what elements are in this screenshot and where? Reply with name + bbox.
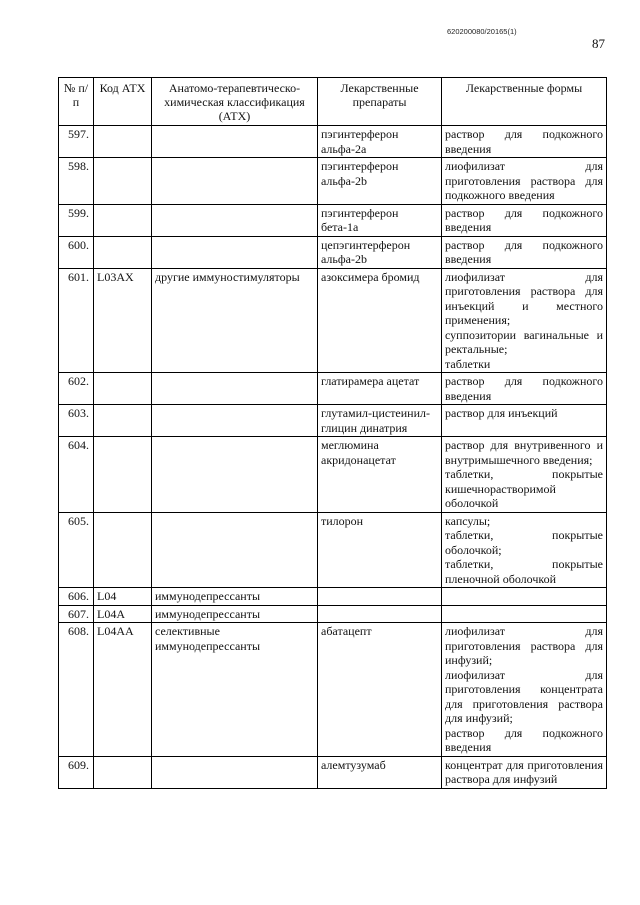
table-row (59, 373, 607, 405)
row-number (59, 204, 94, 236)
table-row (59, 605, 607, 623)
row-number-line: 605. (68, 513, 89, 528)
dosage-form (442, 126, 607, 158)
dosage-form (442, 756, 607, 788)
page-number: 87 (592, 36, 605, 51)
drug-name-line: пэгинтерферон альфа-2а (321, 127, 399, 156)
table-row (59, 126, 607, 158)
drug-name (318, 158, 442, 205)
dosage-form-line: капсулы; (445, 513, 491, 528)
table-row (59, 512, 607, 588)
atc-code (94, 126, 152, 158)
table-row (59, 623, 607, 757)
dosage-form-line: лиофилизат для приготовления концентрата для приготовления раствора для инфузий; (445, 667, 603, 725)
drug-name (318, 512, 442, 588)
dosage-form (442, 405, 607, 437)
table-row (59, 236, 607, 268)
drug-name-line: меглюмина акридонацетат (321, 438, 396, 467)
atc-classification (152, 373, 318, 405)
atc-code (94, 373, 152, 405)
dosage-form-line: лиофилизат для приготовления раствора для подкожного введения (445, 159, 603, 202)
atc-code-line: L03AX (97, 269, 134, 284)
drug-name-line: цепэгинтерферон альфа-2b (321, 237, 411, 266)
drug-name-line: пэгинтерферон альфа-2b (321, 159, 399, 188)
dosage-form-line: лиофилизат для приготовления раствора для инфузий; (445, 624, 603, 667)
atc-classification-line: иммунодепрессанты (155, 589, 261, 603)
dosage-form-line: раствор для подкожного введения (445, 127, 603, 156)
row-number-line: 597. (68, 127, 89, 141)
document-code: 620200080/20165(1) (447, 27, 517, 36)
atc-code (94, 512, 152, 588)
row-number (59, 236, 94, 268)
row-number-line: 607. (68, 606, 89, 621)
column-header-drugs: Лекарственные препараты (318, 78, 442, 126)
atc-classification (152, 204, 318, 236)
atc-code-line: L04 (97, 589, 117, 603)
row-number (59, 405, 94, 437)
atc-code-line: L04A (97, 606, 125, 621)
atc-code (94, 623, 152, 757)
table-row (59, 588, 607, 606)
atc-classification (152, 512, 318, 588)
atc-code-line: L04AA (97, 624, 134, 638)
drug-name-line: абатацепт (321, 624, 372, 638)
row-number (59, 373, 94, 405)
dosage-form-line: таблетки, покрытые пленочной оболочкой (445, 557, 603, 586)
atc-classification (152, 236, 318, 268)
atc-classification (152, 405, 318, 437)
dosage-form-line: раствор для инъекций (445, 406, 558, 420)
atc-classification (152, 756, 318, 788)
table-row (59, 756, 607, 788)
dosage-form-line: раствор для подкожного введения (445, 725, 603, 754)
dosage-form (442, 605, 607, 623)
table-row (59, 437, 607, 513)
dosage-form-line: таблетки, покрытые оболочкой; (445, 528, 603, 557)
row-number-line: 601. (68, 269, 89, 284)
dosage-form (442, 512, 607, 588)
drug-name (318, 268, 442, 373)
column-header-atc-classification: Анатомо-терапевтическо-химическая классификация (АТХ) (152, 78, 318, 126)
drug-name (318, 437, 442, 513)
dosage-form-line: концентрат для приготовления раствора для инфузий (445, 757, 603, 786)
dosage-form-line: лиофилизат для приготовления раствора для инъекций и местного применения; (445, 269, 603, 327)
drug-name (318, 236, 442, 268)
row-number (59, 268, 94, 373)
atc-classification-line: другие иммуностимуляторы (155, 269, 300, 284)
drug-name-line: азоксимера бромид (321, 269, 420, 284)
row-number (59, 605, 94, 623)
row-number (59, 512, 94, 588)
table-row (59, 405, 607, 437)
atc-code (94, 236, 152, 268)
dosage-form (442, 373, 607, 405)
drug-name (318, 126, 442, 158)
atc-code (94, 405, 152, 437)
dosage-form (442, 158, 607, 205)
table-row (59, 268, 607, 373)
drug-name (318, 373, 442, 405)
dosage-form (442, 588, 607, 606)
atc-classification (152, 588, 318, 606)
row-number-line: 602. (68, 374, 89, 388)
dosage-form-line: раствор для подкожного введения (445, 205, 603, 234)
dosage-form-line: таблетки, покрытые кишечнорастворимой оболочкой (445, 467, 603, 510)
row-number-line: 598. (68, 159, 89, 173)
dosage-form-line: раствор для внутривенного и внутримышечного введения; (445, 438, 603, 467)
dosage-form (442, 437, 607, 513)
atc-code (94, 437, 152, 513)
column-header-number: № п/п (59, 78, 94, 126)
atc-classification (152, 437, 318, 513)
row-number-line: 608. (68, 624, 89, 638)
atc-code (94, 204, 152, 236)
drug-name-line: глатирамера ацетат (321, 374, 420, 388)
atc-classification (152, 158, 318, 205)
atc-code (94, 756, 152, 788)
row-number-line: 606. (68, 589, 89, 603)
atc-classification-line: иммунодепрессанты (155, 606, 261, 621)
drug-name (318, 623, 442, 757)
dosage-form (442, 268, 607, 373)
drug-name-line: пэгинтерферон бета-1а (321, 205, 399, 234)
row-number (59, 437, 94, 513)
dosage-form-line: таблетки (445, 356, 491, 371)
column-header-dosage-forms: Лекарственные формы (442, 78, 607, 126)
drug-name-line: тилорон (321, 513, 364, 528)
atc-classification (152, 268, 318, 373)
row-number (59, 158, 94, 205)
row-number (59, 756, 94, 788)
drug-name (318, 756, 442, 788)
row-number (59, 588, 94, 606)
row-number-line: 600. (68, 237, 89, 252)
row-number-line: 603. (68, 406, 89, 420)
dosage-form (442, 236, 607, 268)
column-header-atc-code: Код АТХ (94, 78, 152, 126)
drug-name-line: глутамил-цистеинил-глицин динатрия (321, 406, 431, 435)
drug-name (318, 605, 442, 623)
row-number-line: 599. (68, 205, 89, 220)
row-number-line: 609. (68, 757, 89, 772)
dosage-form (442, 623, 607, 757)
table-row (59, 158, 607, 205)
atc-classification (152, 623, 318, 757)
row-number (59, 126, 94, 158)
dosage-form-line: раствор для подкожного введения (445, 374, 603, 403)
drug-classification-table (58, 77, 607, 789)
drug-name (318, 588, 442, 606)
row-number-line: 604. (68, 438, 89, 452)
atc-classification-line: селективные иммунодепрессанты (155, 624, 261, 653)
table-header-row (59, 78, 607, 126)
atc-code (94, 588, 152, 606)
atc-code (94, 158, 152, 205)
drug-name (318, 204, 442, 236)
dosage-form-line: суппозитории вагинальные и ректальные; (445, 327, 603, 356)
row-number (59, 623, 94, 757)
drug-name-line: алемтузумаб (321, 757, 386, 772)
atc-code (94, 605, 152, 623)
dosage-form-line: раствор для подкожного введения (445, 237, 603, 266)
drug-name (318, 405, 442, 437)
table-row (59, 204, 607, 236)
atc-classification (152, 126, 318, 158)
atc-classification (152, 605, 318, 623)
atc-code (94, 268, 152, 373)
dosage-form (442, 204, 607, 236)
